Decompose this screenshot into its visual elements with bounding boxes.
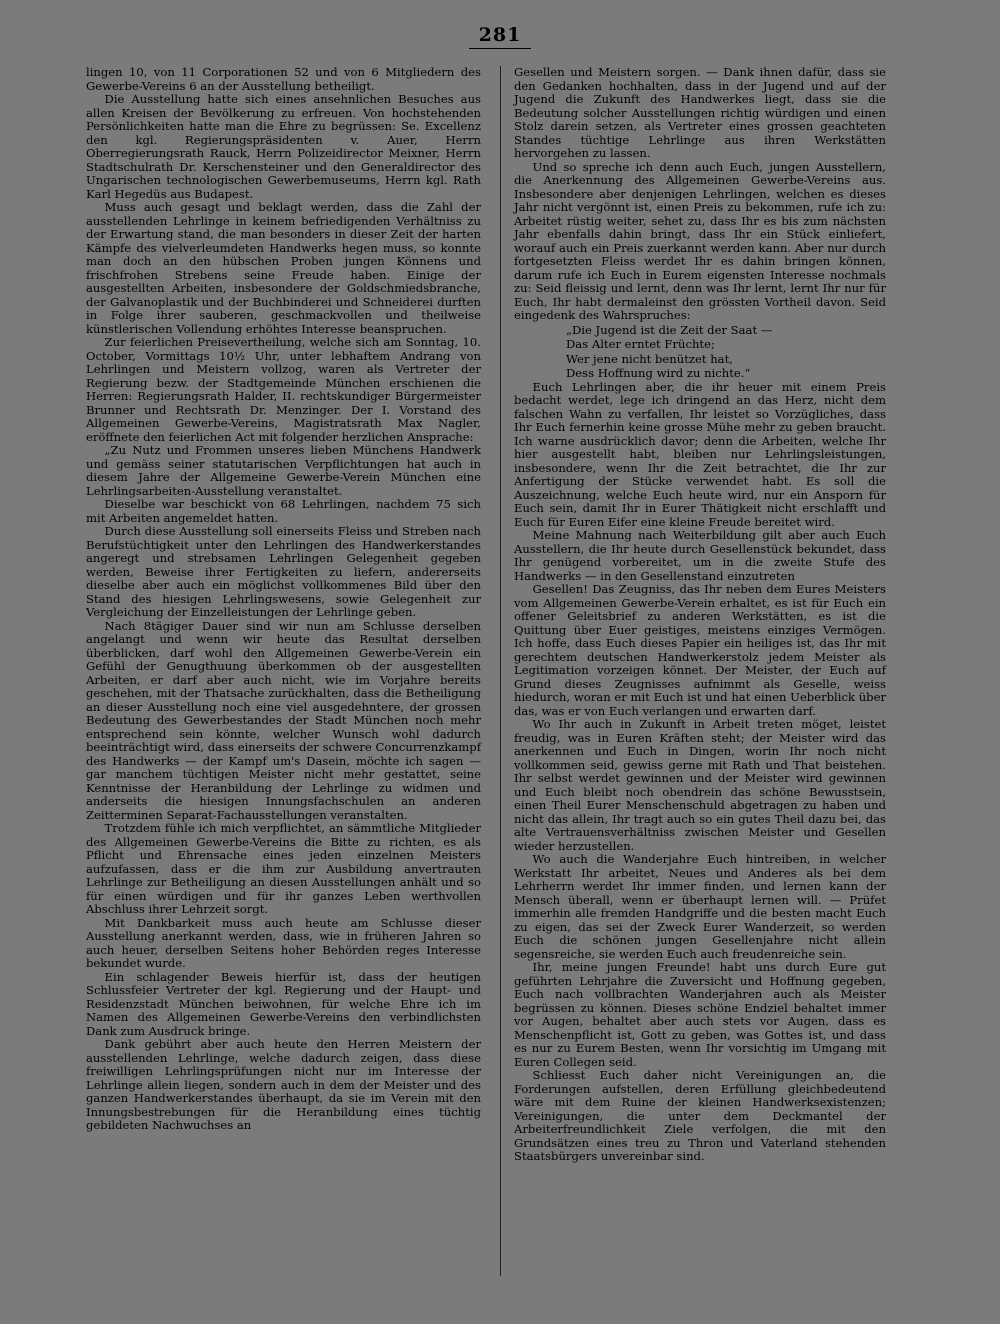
paragraph: Euch Lehrlingen aber, die ihr heuer mit einem Preis bedacht werdet, lege ich dringend an das Herz, nicht dem falschen Wahn zu verfallen, Ihr leistet so Vorzügliches, dass Ihr Euch fernerhin keine grosse Mühe mehr zu geben braucht. Ich warne ausdrücklich davor; denn die Arbeiten, welche Ihr hier ausgestellt habt, bleiben nur Lehrlingsleistungen, insbesondere, wenn Ihr die Zeit betrachtet, die Ihr zur Anfertigung der Stücke verwendet habt. Es soll die Auszeichnung, welche Euch heute wird, nur ein Ansporn für Euch sein, damit Ihr in Eurer Thätigkeit nicht erschlafft und Euch für Euren Eifer eine kleine Freude bereitet wird. (514, 379, 886, 529)
paragraph: Meine Mahnung nach Weiterbildung gilt aber auch Euch Ausstellern, die Ihr heute durch Gesellenstück bekundet, dass Ihr genügend vorbereitet, um in die zweite Stufe des Handwerks — in den Gesellenstand einzutreten (514, 528, 886, 583)
column-divider (500, 66, 501, 1276)
paragraph: Zur feierlichen Preisevertheilung, welche sich am Sonntag, 10. October, Vormittags 10½ Uhr, unter lebhaftem Andrang von Lehrlingen und Meistern vollzog, waren als Vertreter der Regierung bezw. der Stadtgemeinde München erschienen die Herren: Regierungsrath Halder, II. rechtskundiger Bürgermeister Brunner und Rechtsrath Dr. Menzinger. Der I. Vorstand des Allgemeinen Gewerbe-Vereins, Magistratsrath Max Nagler, eröffnete den feierlichen Act mit folgender herzlichen Ansprache: (86, 335, 481, 444)
paragraph: Und so spreche ich denn auch Euch, jungen Ausstellern, die Anerkennung des Allgemeinen Gewerbe-Vereins aus. Insbesondere aber denjenigen Lehrlingen, welchen es dieses Jahr nicht vergönnt ist, einen Preis zu bekommen, rufe ich zu: Arbeitet rüstig weiter, sehet zu, dass Ihr es bis zum nächsten Jahr ebenfalls dahin bringt, dass Ihr ein Stück einliefert, worauf auch ein Preis zuerkannt werden kann. Aber nur durch fortgesetzten Fleiss werdet Ihr es dahin bringen können, darum rufe ich Euch in Eurem eigensten Interesse nochmals zu: Seid fleissig und lernt, denn was Ihr lernt, lernt Ihr nur für Euch, Ihr habt dermaleinst den grössten Vortheil davon. Seid eingedenk des Wahrspruches: (514, 159, 886, 322)
paragraph: Die Ausstellung hatte sich eines ansehnlichen Besuches aus allen Kreisen der Bevölkerung zu erfreuen. Von hochstehenden Persönlichkeiten hatte man die Ehre zu begrüssen: Se. Excellenz den kgl. Regierungspräsidenten v. Auer, Herrn Oberregierungsrath Rauck, Herrn Polizeidirector Meixner, Herrn Stadtschulrath Dr. Kerschensteiner und den Generaldirector des Ungarischen technologischen Gewerbemuseums, Herrn kgl. Rath Karl Hegedüs aus Budapest. (86, 92, 481, 201)
paragraph: Muss auch gesagt und beklagt werden, dass die Zahl der ausstellenden Lehrlinge in keinem befriedigenden Verhältniss zu der Erwartung stand, die man besonders in dieser Zeit der harten Kämpfe des vielverleumdeten Handwerks hegen muss, so konnte man doch an den hübschen Proben jungen Könnens und frischfrohen Strebens seine Freude haben. Einige der ausgestellten Arbeiten, insbesondere der Goldschmiedsbranche, der Galvanoplastik und der Buchbinderei und Schneiderei durften in Folge ihrer sauberen, geschmackvollen und theilweise künstlerischen Vollendung erhöhtes Interesse beanspruchen. (86, 200, 481, 336)
paragraph: Wo Ihr auch in Zukunft in Arbeit treten möget, leistet freudig, was in Euren Kräften steht; der Meister wird das anerkennen und Euch in Dingen, worin Ihr noch nicht vollkommen seid, gewiss gerne mit Rath und That beistehen. Ihr selbst werdet gewinnen und der Meister wird gewinnen und Euch bleibt noch obendrein das schöne Bewusstsein, einen Theil Eurer Menschenschuld abgetragen zu haben und nicht das allein, Ihr tragt auch so ein gutes Theil dazu bei, das alte Vertrauensverhältniss zwischen Meister und Gesellen wieder herzustellen. (514, 717, 886, 853)
paragraph: Trotzdem fühle ich mich verpflichtet, an sämmtliche Mitglieder des Allgemeinen Gewerbe-Vereins die Bitte zu richten, es als Pflicht und Ehrensache eines jeden einzelnen Meisters aufzufassen, dass er die ihm zur Ausbildung anvertrauten Lehrlinge zur Betheiligung an diesen Ausstellungen anhält und so für einen würdigen und für ihr ganzes Leben werthvollen Abschluss ihrer Lehrzeit sorgt. (86, 821, 481, 916)
verse-line: Dess Hoffnung wird zu nichte.“ (566, 366, 751, 380)
paragraph: Gesellen und Meistern sorgen. — Dank ihnen dafür, dass sie den Gedanken hochhalten, dass in der Jugend und auf der Jugend die Zukunft des Handwerkes liegt, dass sie die Bedeutung solcher Ausstellungen richtig würdigen und einen Stolz darein setzen, als Vertreter eines grossen geachteten Standes tüchtige Lehrlinge aus ihren Werkstätten hervorgehen zu lassen. (514, 65, 886, 160)
page-number-text: 281 (469, 24, 532, 49)
paragraph: Ihr, meine jungen Freunde! habt uns durch Eure gut geführten Lehrjahre die Zuversicht und Hoffnung gegeben, Euch nach vollbrachten Wanderjahren auch als Meister begrüssen zu können. Dieses schöne Endziel behaltet immer vor Augen, behaltet aber auch stets vor Augen, dass es Menschenpflicht ist, Gott zu geben, was Gottes ist, und dass es nur zu Eurem Besten, wenn Ihr vorsichtig im Umgang mit Euren Collegen seid. (514, 960, 886, 1069)
paragraph: Dank gebührt aber auch heute den Herren Meistern der ausstellenden Lehrlinge, welche dadurch zeigen, dass diese freiwilligen Lehrlingsprüfungen nicht nur im Interesse der Lehrlinge allein liegen, sondern auch in dem der Meister und des ganzen Handwerkerstandes überhaupt, da sie im Verein mit den Innungsbestrebungen für die Heranbildung eines tüchtig gebildeten Nachwuchses an (86, 1037, 481, 1132)
paragraph: Durch diese Ausstellung soll einerseits Fleiss und Streben nach Berufstüchtigkeit unter den Lehrlingen des Handwerkerstandes angeregt und strebsamen Lehrlingen Gelegenheit gegeben werden, Beweise ihrer Fertigkeiten zu liefern, andererseits dieselbe aber auch ein möglichst vollkommenes Bild über den Stand des hiesigen Lehrlingswesens, sowie Gelegenheit zur Vergleichung der Einzelleistungen der Lehrlinge geben. (86, 524, 481, 619)
verse-line: Wer jene nicht benützet hat, (566, 351, 733, 366)
paragraph: Schliesst Euch daher nicht Vereinigungen an, die Forderungen aufstellen, deren Erfüllung gleichbedeutend wäre mit dem Ruine der kleinen Handwerksexistenzen; Vereinigungen, die unter dem Deckmantel der Arbeiterfreundlichkeit Ziele verfolgen, die mit den Grundsätzen eines treu zu Thron und Vaterland stehenden Staatsbürgers unvereinbar sind. (514, 1068, 886, 1163)
verse (566, 323, 886, 381)
left-column (86, 66, 481, 1133)
page-number (0, 24, 1000, 49)
paragraph: Ein schlagender Beweis hierfür ist, dass der heutigen Schlussfeier Vertreter der kgl. Regierung und der Haupt- und Residenzstadt München beiwohnen, für welche Ehre ich im Namen des Allgemeinen Gewerbe-Vereins den verbindlichsten Dank zum Ausdruck bringe. (86, 969, 481, 1038)
paragraph: „Zu Nutz und Frommen unseres lieben Münchens Handwerk und gemäss seiner statutarischen Verpflichtungen hat auch in diesem Jahre der Allgemeine Gewerbe-Verein München eine Lehrlingsarbeiten-Ausstellung veranstaltet. (86, 443, 481, 498)
verse-line: „Die Jugend ist die Zeit der Saat — (566, 322, 773, 337)
paragraph: Gesellen! Das Zeugniss, das Ihr neben dem Eures Meisters vom Allgemeinen Gewerbe-Verein erhaltet, es ist für Euch ein offener Geleitsbrief zu anderen Werkstätten, es ist die Quittung über Euer geistiges, meistens einziges Vermögen. Ich hoffe, dass Euch dieses Papier ein heiliges ist, das Ihr mit gerechtem deutschen Handwerkerstolz jedem Meister als Legitimation vorzeigen könnet. Der Meister, der Euch auf Grund dieses Zeugnisses aufnimmt als Geselle, weiss hiedurch, woran er mit Euch ist und hat einen Ueberblick über das, was er von Euch verlangen und erwarten darf. (514, 582, 886, 718)
paragraph: Dieselbe war beschickt von 68 Lehrlingen, nachdem 75 sich mit Arbeiten angemeldet hatten. (86, 497, 481, 525)
verse-line: Das Alter erntet Früchte; (566, 337, 715, 351)
paragraph: Nach 8tägiger Dauer sind wir nun am Schlusse derselben angelangt und wenn wir heute das Resultat derselben überblicken, darf wohl den Allgemeinen Gewerbe-Verein ein Gefühl der Genugthuung überkommen ob der ausgestellten Arbeiten, er darf aber auch nicht, wie im Vorjahre bereits geschehen, mit der Thatsache zurückhalten, dass die Betheiligung an dieser Ausstellung noch eine viel ausgedehntere, der grossen Bedeutung des Gewerbestandes der Stadt München noch mehr entsprechend sein könnte, welcher Wunsch wohl dadurch beeinträchtigt wird, dass einerseits der schwere Concurrenzkampf des Handwerks — der Kampf um's Dasein, möchte ich sagen — gar manchem tüchtigen Meister nicht mehr gestattet, seine Kenntnisse der Heranbildung der Lehrlinge zu widmen und anderseits die hiesigen Innungsfachschulen an anderen Zeitterminen Separat-Fachausstellungen veranstalten. (86, 618, 481, 822)
right-column (514, 66, 886, 1164)
paragraph: lingen 10, von 11 Corporationen 52 und von 6 Mitgliedern des Gewerbe-Vereins 6 an der Ausstellung betheiligt. (86, 65, 481, 93)
paragraph: Wo auch die Wanderjahre Euch hintreiben, in welcher Werkstatt Ihr arbeitet, Neues und Anderes als bei dem Lehrherrn werdet Ihr immer finden, und lernen kann der Mensch überall, wenn er überhaupt lernen will. — Prüfet immerhin alle fremden Handgriffe und die besten macht Euch zu eigen, das sei der Zweck Eurer Wanderzeit, so werden Euch die schönen jungen Gesellenjahre nicht allein segensreiche, sie werden Euch auch freudenreiche sein. (514, 852, 886, 961)
paragraph: Mit Dankbarkeit muss auch heute am Schlusse dieser Ausstellung anerkannt werden, dass, wie in früheren Jahren so auch heuer, derselben Seitens hoher Behörden reges Interesse bekundet wurde. (86, 915, 481, 970)
